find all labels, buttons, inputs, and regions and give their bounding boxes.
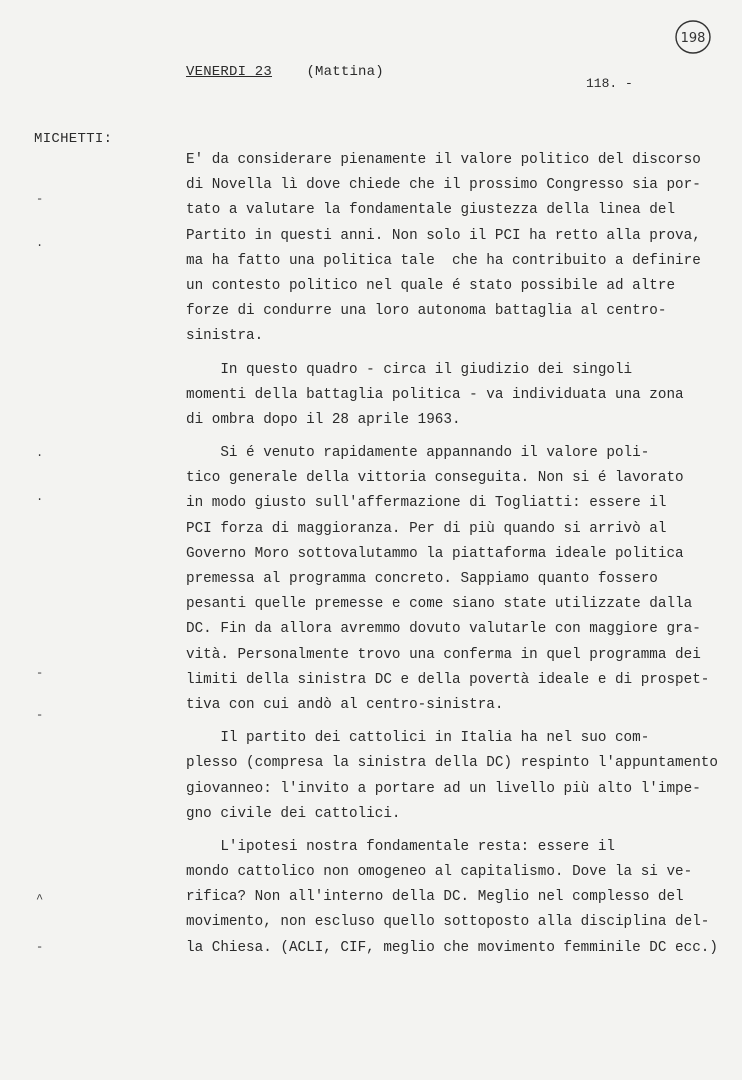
paragraph-gap	[186, 827, 731, 835]
text-line: L'ipotesi nostra fondamentale resta: essere il	[186, 838, 615, 855]
text-line: pesanti quelle premesse e come siano state utilizzate dalla	[186, 596, 693, 613]
text-line: plesso (compresa la sinistra della DC) respinto l'appuntamento	[186, 755, 718, 772]
text-line: momenti della battaglia politica - va individuata una zona	[186, 386, 684, 403]
text-line: E' da considerare pienamente il valore politico del discorso	[186, 152, 701, 168]
page-header	[186, 64, 384, 80]
paragraph	[186, 835, 731, 961]
text-line: Il partito dei cattolici in Italia ha nel suo com-	[186, 730, 650, 747]
paragraph	[186, 441, 731, 718]
text-line: un contesto politico nel quale é stato possibile ad altre	[186, 277, 676, 294]
text-line: vità. Personalmente trovo una conferma in quel programma dei	[186, 646, 701, 663]
folio-stamp	[673, 18, 713, 56]
paragraph-gap	[186, 718, 731, 726]
margin-mark: -	[36, 666, 44, 680]
text-line: mondo cattolico non omogeneo al capitalismo. Dove la si ve-	[186, 864, 693, 881]
text-line: sinistra.	[186, 328, 264, 345]
text-line: in modo giusto sull'affermazione di Togliatti: essere il	[186, 495, 667, 512]
text-line: PCI forza di maggioranza. Per di più quando si arrivò al	[186, 520, 667, 537]
text-line: In questo quadro - circa il giudizio dei singoli	[186, 361, 633, 378]
text-line: ma ha fatto una politica tale che ha contribuito a definire	[186, 252, 701, 269]
paragraph-gap	[186, 350, 731, 358]
text-line: tico generale della vittoria conseguita. Non si é lavorato	[186, 470, 684, 487]
paragraph-gap	[186, 433, 731, 441]
text-line: forze di condurre una loro autonoma battaglia al centro-	[186, 303, 667, 320]
text-line: Governo Moro sottovalutammo la piattaforma ideale politica	[186, 545, 684, 562]
margin-mark: ^	[36, 892, 44, 906]
text-line: giovanneo: l'invito a portare ad un livello più alto l'impe-	[186, 780, 701, 797]
paragraph	[186, 148, 731, 350]
text-line: limiti della sinistra DC e della povertà ideale e di prospet-	[186, 671, 710, 688]
text-line: movimento, non escluso quello sottoposto alla disciplina del-	[186, 914, 710, 931]
text-line: premessa al programma concreto. Sappiamo quanto fossero	[186, 571, 658, 587]
speech-body	[186, 148, 731, 961]
text-line: di Novella lì dove chiede che il prossimo Congresso sia por-	[186, 177, 701, 194]
margin-mark: .	[36, 446, 44, 460]
folio-number: 198	[680, 31, 706, 46]
header-session: (Mattina)	[306, 64, 384, 80]
text-line: la Chiesa. (ACLI, CIF, meglio che movimento femminile DC ecc.)	[186, 939, 718, 956]
paragraph	[186, 358, 731, 434]
margin-mark: .	[36, 490, 44, 504]
paragraph	[186, 726, 731, 827]
folio-circle-icon	[673, 18, 713, 56]
margin-mark: .	[36, 236, 44, 250]
text-line: rifica? Non all'interno della DC. Meglio nel complesso del	[186, 889, 684, 906]
margin-mark: -	[36, 708, 44, 722]
header-day: VENERDI 23	[186, 64, 273, 80]
text-line: tiva con cui andò al centro-sinistra.	[186, 696, 504, 713]
text-line: Partito in questi anni. Non solo il PCI ha retto alla prova,	[186, 227, 701, 244]
page-number: 118. -	[586, 76, 633, 91]
speaker-name: MICHETTI:	[34, 131, 113, 147]
text-line: di ombra dopo il 28 aprile 1963.	[186, 411, 461, 428]
text-line: tato a valutare la fondamentale giustezza della linea del	[186, 202, 676, 219]
text-line: DC. Fin da allora avremmo dovuto valutarle con maggiore gra-	[186, 621, 701, 638]
margin-mark: -	[36, 940, 44, 954]
margin-mark: -	[36, 192, 44, 206]
text-line: gno civile dei cattolici.	[186, 805, 401, 822]
text-line: Si é venuto rapidamente appannando il valore poli-	[186, 445, 650, 462]
